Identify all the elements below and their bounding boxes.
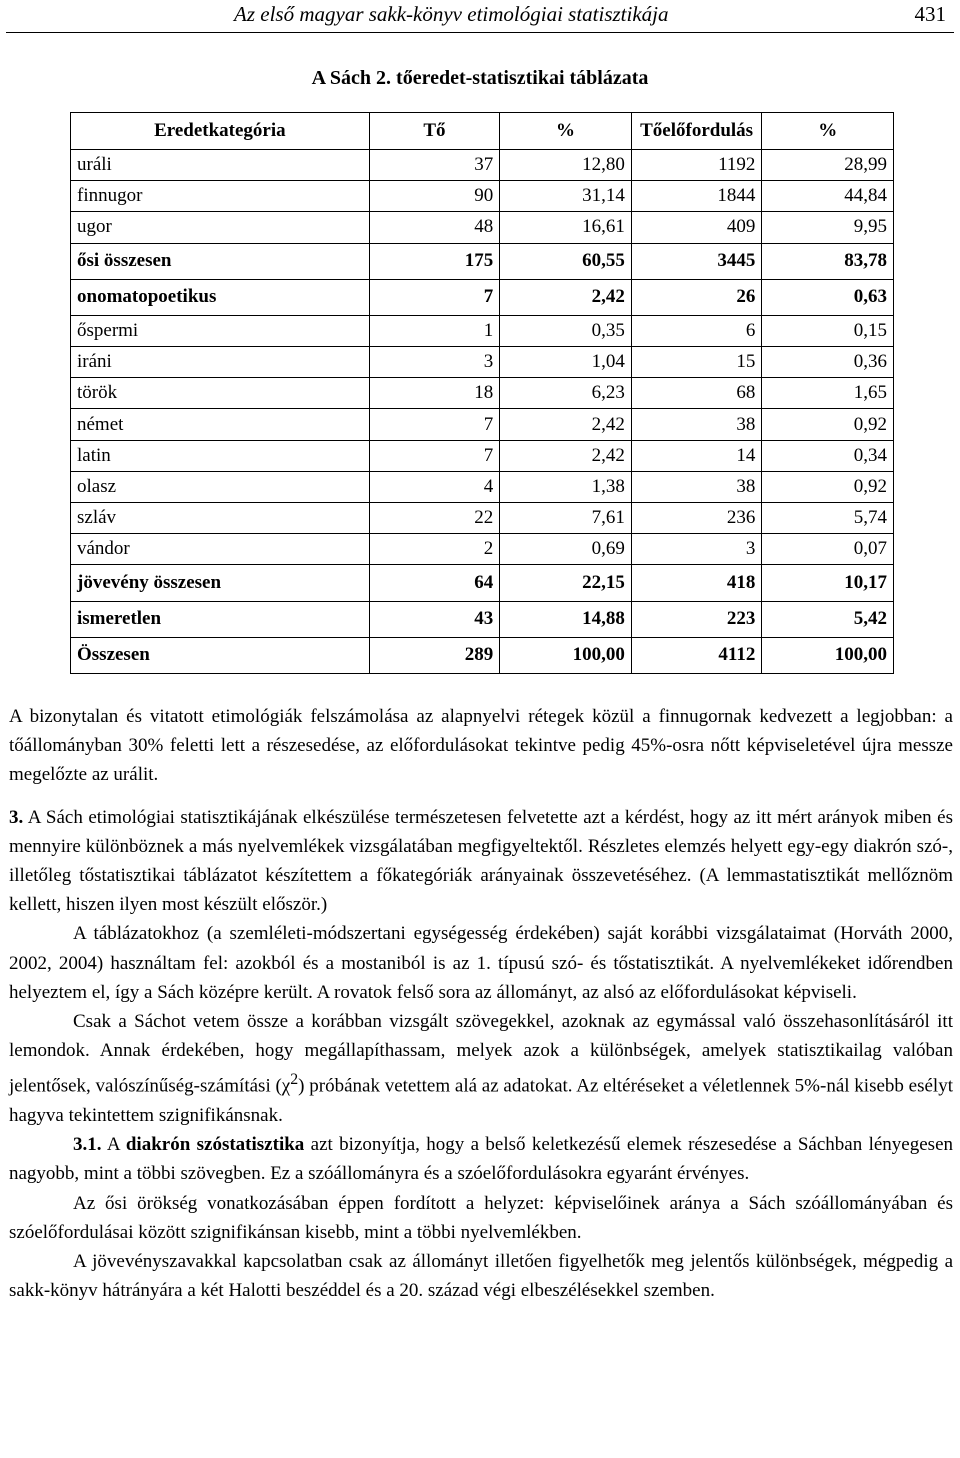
paragraph: A táblázatokhoz (a szemléleti-módszertani egységesség érdekében) saját korábbi vizsgálataimat (Horváth 2000, 2002, 2004) használtam fel: azokból és a mostaniból is az 1. típusú szó- és tőstatisztikát. A nyelvemlékeket időrendben helyeztem el, így a Sách középre került. A rovatok felső sora az állományt, az alsó az előfordulásokat képviseli. (9, 923, 953, 1003)
table-row (71, 243, 894, 279)
cell-category: onomatopoetikus (71, 279, 370, 315)
section-number: 3. (9, 806, 24, 828)
cell-occurrence-percent: 0,92 (762, 409, 894, 440)
cell-stem-count: 3 (369, 347, 500, 378)
table-row (71, 601, 894, 637)
etymology-statistics-table (70, 112, 894, 674)
cell-occurrence-count: 15 (631, 347, 762, 378)
cell-stem-percent: 1,38 (500, 471, 632, 502)
column-header-stem: Tő (369, 113, 500, 150)
cell-occurrence-count: 4112 (631, 637, 762, 673)
cell-occurrence-count: 6 (631, 315, 762, 346)
cell-occurrence-percent: 44,84 (762, 181, 894, 212)
paragraph: A bizonytalan és vitatott etimológiák felszámolása az alapnyelvi rétegek közül a finnugornak kedvezett a legjobban: a tőállományban 30% feletti lett a részesedése, az előfordulásokat tekintve pedig 45%-osra nőtt képviseletével újra messze megelőzte az urálit. (9, 706, 953, 786)
cell-occurrence-percent: 5,42 (762, 601, 894, 637)
paragraph-text: Csak a Sáchot vetem össze a korábban vizsgált szövegekkel, azoknak az egymással való összehasonlításáról itt lemondok. Annak érdekében, hogy megállapíthassam, melyek azok a különbségek, amelyek statisztikailag valóban jelentősek, valószínűség-számítási (χ (9, 1011, 953, 1097)
cell-occurrence-count: 68 (631, 378, 762, 409)
cell-category: ugor (71, 212, 370, 243)
cell-occurrence-count: 26 (631, 279, 762, 315)
table-row (71, 534, 894, 565)
table-row (71, 565, 894, 601)
cell-occurrence-percent: 100,00 (762, 637, 894, 673)
cell-stem-count: 22 (369, 502, 500, 533)
table-row (71, 440, 894, 471)
cell-stem-count: 7 (369, 279, 500, 315)
superscript: 2 (290, 1071, 299, 1089)
cell-occurrence-count: 3445 (631, 243, 762, 279)
cell-stem-percent: 12,80 (500, 150, 632, 181)
cell-occurrence-percent: 28,99 (762, 150, 894, 181)
cell-category: ősi összesen (71, 243, 370, 279)
table-row (71, 150, 894, 181)
cell-category: jövevény összesen (71, 565, 370, 601)
cell-stem-percent: 22,15 (500, 565, 632, 601)
cell-stem-percent: 6,23 (500, 378, 632, 409)
cell-occurrence-count: 1844 (631, 181, 762, 212)
body-text (9, 702, 953, 1305)
cell-stem-percent: 60,55 (500, 243, 632, 279)
cell-occurrence-percent: 0,92 (762, 471, 894, 502)
cell-stem-count: 90 (369, 181, 500, 212)
column-header-occurrence-percent: % (762, 113, 894, 150)
table-row (71, 315, 894, 346)
cell-occurrence-count: 223 (631, 601, 762, 637)
cell-stem-count: 18 (369, 378, 500, 409)
section-number: 3.1. (73, 1134, 102, 1156)
paragraph-text: A Sách etimológiai statisztikájának elkészülése természetesen felvetette azt a kérdést, hogy az itt mért arányok miben és mennyire különböznek a más nyelvemlékek vizsgálatában megfigyeltektől. Részletes elemzés helyett egy-egy diakrón szó-, illetőleg tőstatisztikai táblázatot készítettem a főkategóriák arányainak összevetéséhez. (A lemmastatisztikát mellőznöm kellett, hiszen ilyen most készült először.) (9, 806, 953, 916)
table-row (71, 378, 894, 409)
paragraph-text: A (101, 1134, 126, 1156)
table-header-row (71, 113, 894, 150)
cell-stem-count: 289 (369, 637, 500, 673)
cell-occurrence-count: 14 (631, 440, 762, 471)
table-body (71, 150, 894, 674)
running-header (6, 0, 954, 33)
cell-occurrence-percent: 10,17 (762, 565, 894, 601)
cell-stem-count: 43 (369, 601, 500, 637)
table-row (71, 502, 894, 533)
cell-occurrence-count: 409 (631, 212, 762, 243)
paragraph: Az ősi örökség vonatkozásában éppen fordított a helyzet: képviselőinek aránya a Sách szóállományában és szóelőfordulásai között szignifikánsan kisebb, mint a többi nyelvemlékben. (9, 1192, 953, 1243)
cell-category: Összesen (71, 637, 370, 673)
table-row (71, 471, 894, 502)
paragraph: A jövevényszavakkal kapcsolatban csak az állományt illetően figyelhetők meg jelentős különbségek, mégpedig a sakk-könyv hátrányára a két Halotti beszéddel és a 20. század végi elbeszélésekkel szemben. (9, 1250, 953, 1302)
cell-category: őspermi (71, 315, 370, 346)
cell-category: iráni (71, 347, 370, 378)
cell-stem-percent: 14,88 (500, 601, 632, 637)
cell-category: olasz (71, 471, 370, 502)
table-row (71, 409, 894, 440)
cell-stem-count: 7 (369, 409, 500, 440)
cell-occurrence-percent: 0,63 (762, 279, 894, 315)
cell-occurrence-percent: 0,07 (762, 534, 894, 565)
column-header-stem-percent: % (500, 113, 632, 150)
cell-occurrence-percent: 0,34 (762, 440, 894, 471)
cell-occurrence-count: 38 (631, 471, 762, 502)
table-row (71, 347, 894, 378)
cell-stem-percent: 31,14 (500, 181, 632, 212)
cell-occurrence-percent: 0,36 (762, 347, 894, 378)
table-row (71, 181, 894, 212)
cell-stem-percent: 2,42 (500, 440, 632, 471)
cell-category: ismeretlen (71, 601, 370, 637)
cell-stem-count: 7 (369, 440, 500, 471)
cell-occurrence-count: 1192 (631, 150, 762, 181)
cell-stem-count: 48 (369, 212, 500, 243)
cell-stem-count: 1 (369, 315, 500, 346)
paragraph (9, 1130, 953, 1188)
cell-occurrence-percent: 9,95 (762, 212, 894, 243)
cell-stem-count: 2 (369, 534, 500, 565)
cell-category: uráli (71, 150, 370, 181)
table-row (71, 279, 894, 315)
cell-stem-percent: 2,42 (500, 409, 632, 440)
cell-category: vándor (71, 534, 370, 565)
table-title: A Sách 2. tőeredet-statisztikai táblázata (311, 67, 649, 89)
cell-category: finnugor (71, 181, 370, 212)
cell-category: német (71, 409, 370, 440)
cell-occurrence-percent: 1,65 (762, 378, 894, 409)
cell-stem-count: 37 (369, 150, 500, 181)
cell-occurrence-count: 3 (631, 534, 762, 565)
table-row (71, 212, 894, 243)
cell-occurrence-count: 418 (631, 565, 762, 601)
cell-category: török (71, 378, 370, 409)
cell-stem-percent: 7,61 (500, 502, 632, 533)
cell-stem-percent: 0,69 (500, 534, 632, 565)
cell-occurrence-percent: 0,15 (762, 315, 894, 346)
cell-category: szláv (71, 502, 370, 533)
page-number: 431 (914, 2, 946, 26)
table-row (71, 637, 894, 673)
paragraph-text: azt bizonyítja, hogy a belső keletkezésű elemek részesedése a Sáchban lényegesen nagyobb, mint a többi szövegben. Ez a szóállományra és a szóelőfordulásokra egyaránt érvényes. (9, 1134, 954, 1185)
running-title: Az első magyar sakk-könyv etimológiai statisztikája (234, 2, 669, 26)
cell-stem-count: 175 (369, 243, 500, 279)
cell-stem-percent: 16,61 (500, 212, 632, 243)
cell-occurrence-percent: 5,74 (762, 502, 894, 533)
cell-stem-percent: 0,35 (500, 315, 632, 346)
cell-occurrence-count: 236 (631, 502, 762, 533)
cell-stem-percent: 2,42 (500, 279, 632, 315)
cell-stem-count: 64 (369, 565, 500, 601)
column-header-category: Eredetkategória (71, 113, 370, 150)
cell-occurrence-percent: 83,78 (762, 243, 894, 279)
cell-category: latin (71, 440, 370, 471)
paragraph (9, 803, 953, 920)
column-header-occurrence: Tőelőfordulás (631, 113, 762, 150)
cell-occurrence-count: 38 (631, 409, 762, 440)
cell-stem-count: 4 (369, 471, 500, 502)
emphasis: diakrón szóstatisztika (125, 1134, 305, 1156)
cell-stem-percent: 1,04 (500, 347, 632, 378)
paragraph (9, 1007, 953, 1130)
cell-stem-percent: 100,00 (500, 637, 632, 673)
paragraph-text: ) próbának vetettem alá az adatokat. Az eltéréseket a véletlennek 5%-nál kisebb esélyt hagyva tekintettem szignifikánsnak. (9, 1075, 953, 1126)
